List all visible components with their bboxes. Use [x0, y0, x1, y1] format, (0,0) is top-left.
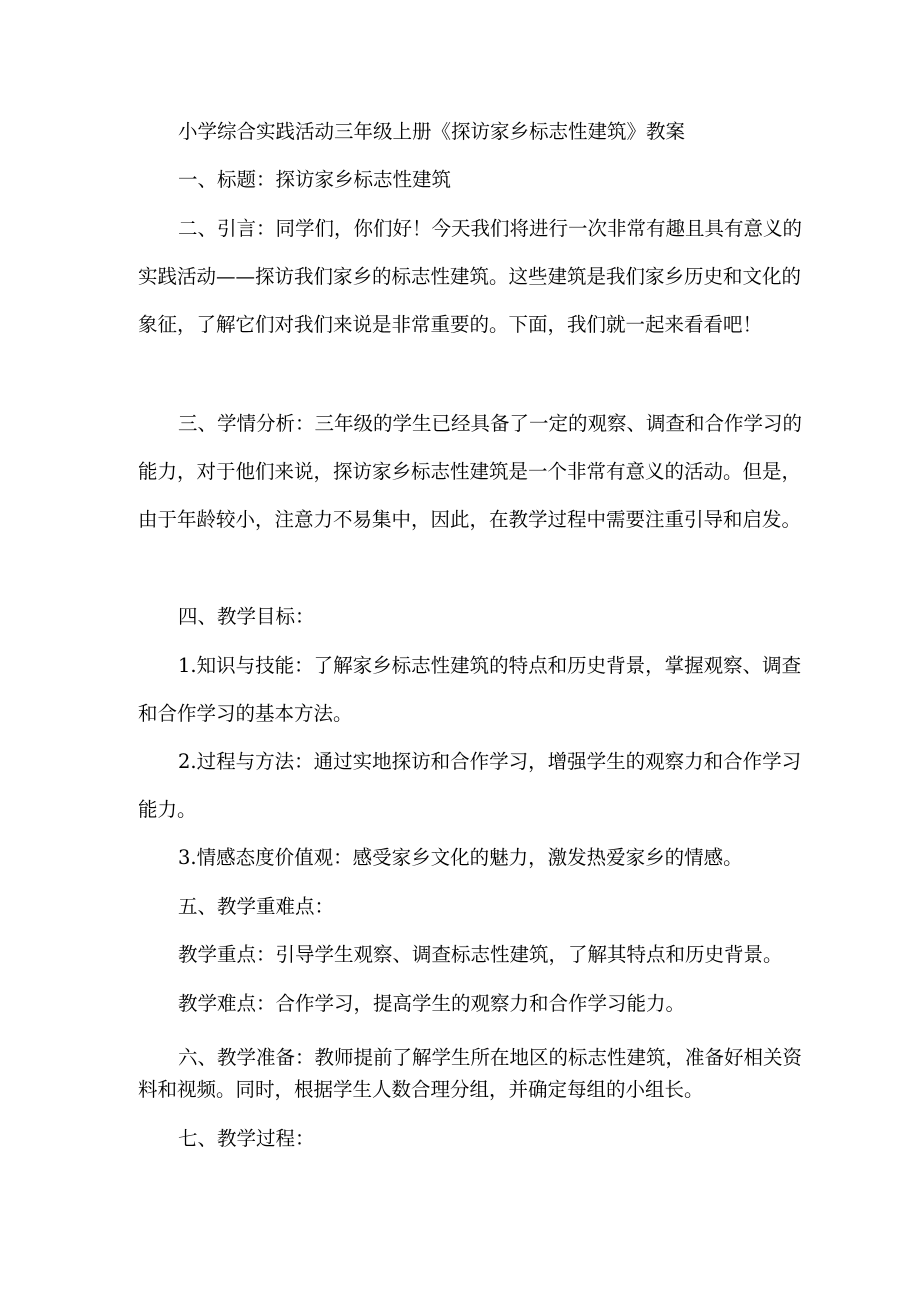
heading-title-section: 一、标题：探访家乡标志性建筑 — [178, 168, 452, 191]
goal-emotion-values: 3.情感态度价值观：感受家乡文化的魅力，激发热爱家乡的情感。 — [178, 846, 743, 869]
paragraph-teaching-preparation: 六、教学准备：教师提前了解学生所在地区的标志性建筑，准备好相关资料和视频。同时，根据学生人数合理分组，并确定每组的小组长。 — [138, 1046, 803, 1101]
goal-knowledge-skills: 1.知识与技能：了解家乡标志性建筑的特点和历史背景，掌握观察、调查和合作学习的基本方法。 — [138, 654, 802, 725]
heading-teaching-goals: 四、教学目标： — [178, 605, 315, 628]
difficult-point: 教学难点：合作学习，提高学生的观察力和合作学习能力。 — [178, 992, 686, 1015]
heading-key-difficult-points: 五、教学重难点： — [178, 895, 335, 918]
goal-process-methods: 2.过程与方法：通过实地探访和合作学习，增强学生的观察力和合作学习能力。 — [138, 750, 802, 821]
key-point: 教学重点：引导学生观察、调查标志性建筑，了解其特点和历史背景。 — [178, 943, 783, 966]
document-title: 小学综合实践活动三年级上册《探访家乡标志性建筑》教案 — [178, 120, 686, 143]
paragraph-introduction: 二、引言：同学们，你们好！今天我们将进行一次非常有趣且具有意义的实践活动——探访我们家乡的标志性建筑。这些建筑是我们家乡历史和文化的象征，了解它们对我们来说是非常重要的。下面，我们就一起来看看吧！ — [138, 217, 803, 336]
paragraph-learning-analysis: 三、学情分析：三年级的学生已经具备了一定的观察、调查和合作学习的能力，对于他们来说，探访家乡标志性建筑是一个非常有意义的活动。但是，由于年龄较小，注意力不易集中，因此，在教学过程中需要注重引导和启发。 — [138, 412, 803, 531]
heading-teaching-process: 七、教学过程： — [178, 1127, 315, 1150]
